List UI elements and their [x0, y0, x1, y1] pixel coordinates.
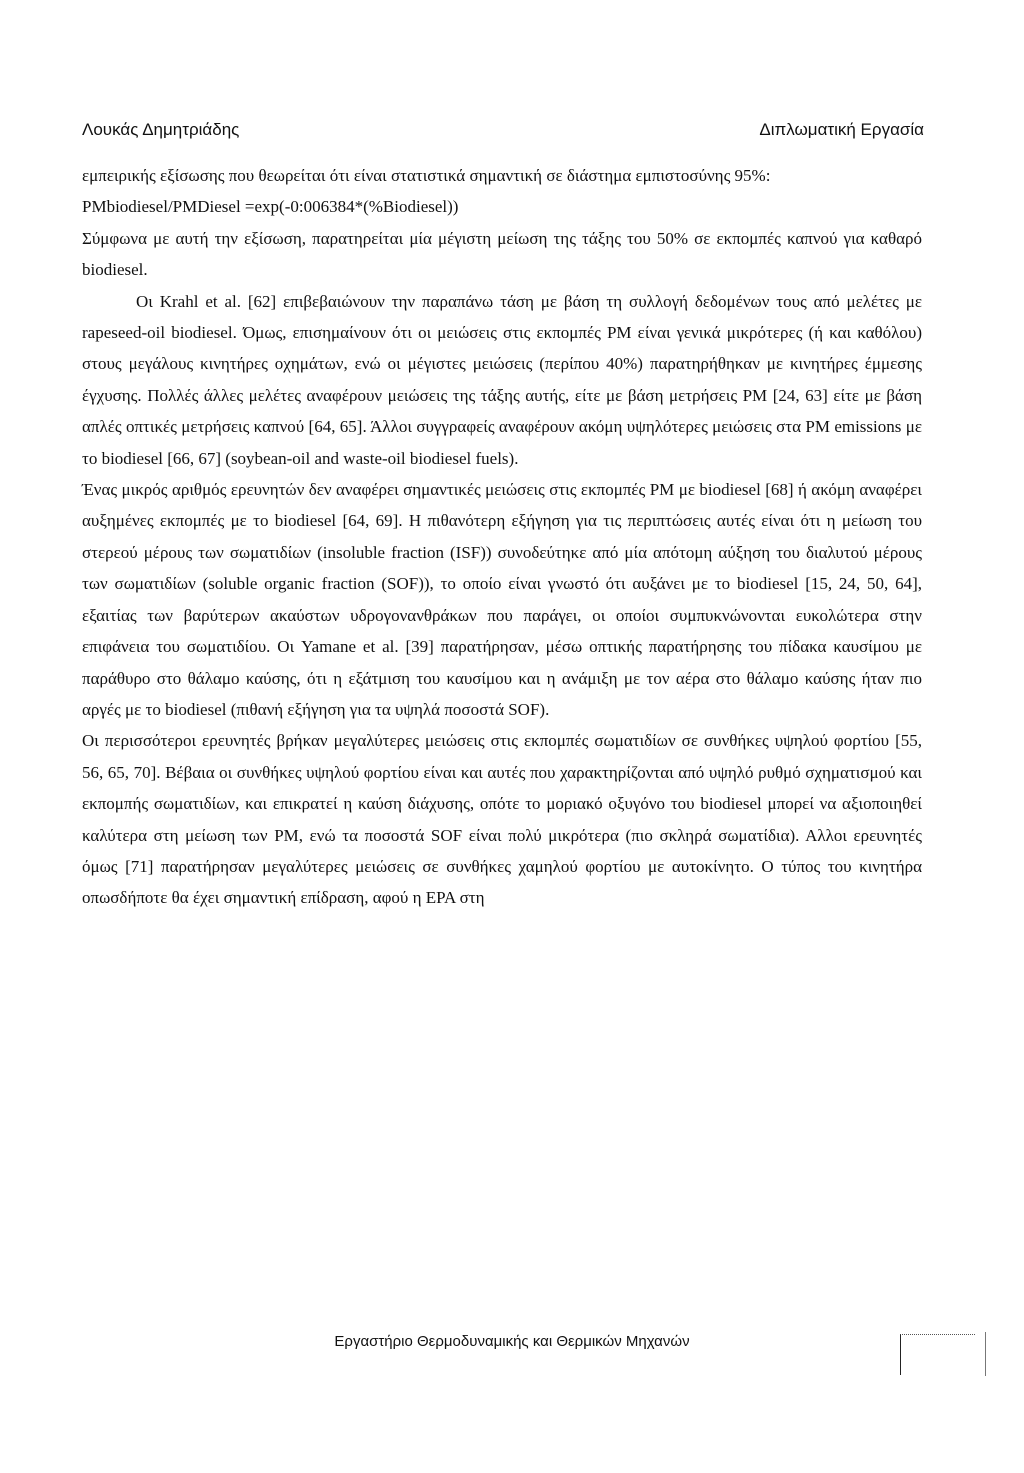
equation: PMbiodiesel/PMDiesel =exp(-0:006384*(%Biodiesel)) [82, 197, 459, 217]
paragraph-krahl: Οι Krahl et al. [62] επιβεβαιώνουν την παραπάνω τάση με βάση τη συλλογή δεδομένων τους από μελέτες με rapeseed-oil biodiesel. Όμως, επισημαίνουν ότι οι μειώσεις στις εκπομπές PM είναι γενικά μικρότερες (ή και καθόλου) στους μεγάλους κινητήρες οχημάτων, ενώ οι μέγιστες μειώσεις (περίπου 40%) παρατηρήθηκαν με κινητήρες έμμεσης έγχυσης. Πολλές άλλες μελέτες αναφέρουν μειώσεις της τάξης αυτής, είτε με βάση μετρήσεις PM [24, 63] είτε με βάση απλές οπτικές μετρήσεις καπνού [64, 65]. Άλλοι συγγραφείς αναφέρουν ακόμη υψηλότερες μειώσεις στα PM emissions με το biodiesel [66, 67] (soybean-oil and waste-oil biodiesel fuels). [82, 291, 922, 468]
body-text [82, 160, 922, 914]
header-doc-type: Διπλωματική Εργασία [759, 120, 924, 139]
paragraph-equation-result: Σύμφωνα με αυτή την εξίσωση, παρατηρείται μία μέγιστη μείωση της τάξης του 50% σε εκπομπές καπνού για καθαρό biodiesel. [82, 228, 922, 280]
page-box-edge [985, 1332, 986, 1376]
page-header [82, 120, 924, 140]
footer-lab: Εργαστήριο Θερμοδυναμικής και Θερμικών Μηχανών [334, 1333, 690, 1350]
paragraph-high-load: Οι περισσότεροι ερευνητές βρήκαν μεγαλύτερες μειώσεις στις εκπομπές σωματιδίων σε συνθήκες υψηλού φορτίου [55, 56, 65, 70]. Βέβαια οι συνθήκες υψηλού φορτίου είναι και αυτές που χαρακτηρίζονται από υψηλό ρυθμό σχηματισμού και εκπομπής σωματιδίων, και επικρατεί η καύση διάχυσης, οπότε το μοριακό οξυγόνο του biodiesel μπορεί να αξιοποιηθεί καλύτερα στη μείωση των PM, ενώ τα ποσοστά SOF είναι πολύ μικρότερα (πιο σκληρά σωματίδια). Αλλοι ερευνητές όμως [71] παρατήρησαν μεγαλύτερες μειώσεις σε συνθήκες χαμηλού φορτίου με αυτοκίνητο. Ο τύπος του κινητήρα οπωσδήποτε θα έχει σημαντική επίδραση, αφού η EPA στη [82, 731, 922, 908]
page-number-box [900, 1334, 975, 1375]
paragraph-small-number: Ένας μικρός αριθμός ερευνητών δεν αναφέρει σημαντικές μειώσεις στις εκπομπές PM με biodiesel [68] ή ακόμη αναφέρει αυξημένες εκπομπές με το biodiesel [64, 69]. Η πιθανότερη εξήγηση για τις περιπτώσεις αυτές είναι ότι η μείωση του στερεού μέρους των σωματιδίων (insoluble fraction (ISF)) συνοδεύτηκε από μία απότομη αύξηση του διαλυτού μέρους των σωματιδίων (soluble organic fraction (SOF)), το οποίο είναι γνωστό ότι αυξάνει με το biodiesel [15, 24, 50, 64], εξαιτίας των βαρύτερων ακαύστων υδρογονανθράκων που παράγει, οι οποίοι συμπυκνώνονται ευκολώτερα στην επιφάνεια του σωματιδίου. Οι Yamane et al. [39] παρατήρησαν, μέσω οπτικής παρατήρησης του πίδακα καυσίμου με παράθυρο στο θάλαμο καύσης, ότι η εξάτμιση του καυσίμου και η ανάμιξη με τον αέρα στο θάλαμο καύσης ήταν πιο αργές με το biodiesel (πιθανή εξήγηση για τα υψηλά ποσοστά SOF). [82, 480, 922, 719]
page-footer [0, 1333, 1024, 1350]
header-author: Λουκάς Δημητριάδης [82, 120, 240, 139]
paragraph-intro: εμπειρικής εξίσωσης που θεωρείται ότι είναι στατιστικά σημαντική σε διάστημα εμπιστοσύνης 95%: [82, 166, 771, 185]
